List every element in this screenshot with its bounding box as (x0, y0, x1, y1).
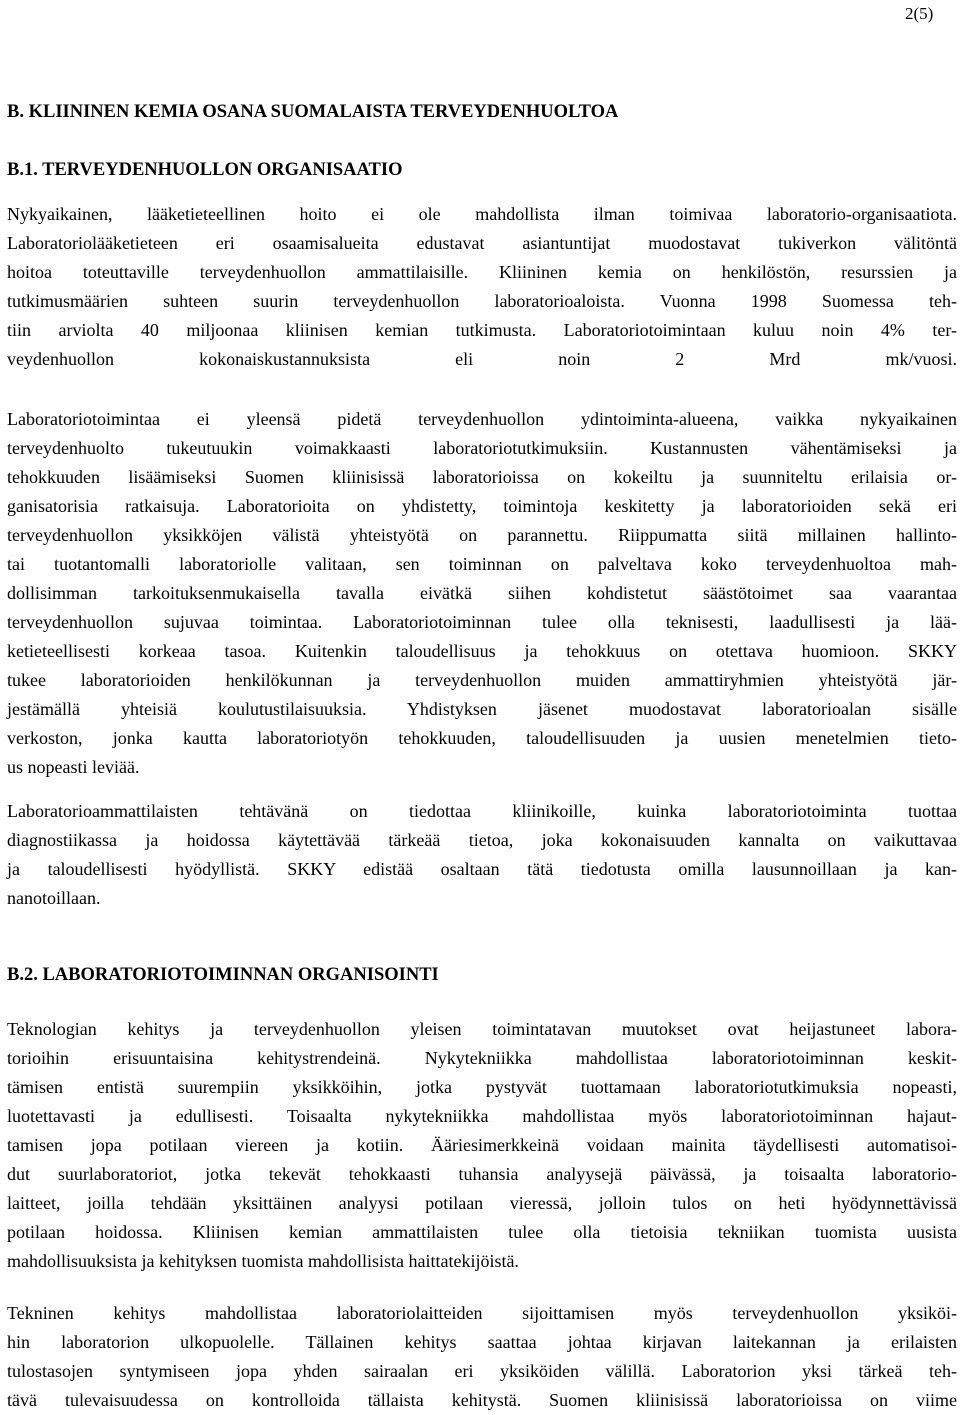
text-line: Tekninen kehitys mahdollistaa laboratoriolaitteiden sijoittamisen myös terveydenhuollon yksiköi- (7, 1303, 957, 1323)
text-line: Laboratorioammattilaisten tehtävänä on tiedottaa kliinikoille, kuinka laboratoriotoiminta tuottaa (7, 801, 957, 821)
text-line: ja taloudellisesti hyödyllistä. SKKY edistää osaltaan tätä tiedotusta omilla lausunnoillaan ja kan- (7, 859, 957, 879)
text-line: diagnostiikassa ja hoidossa käytettävää tärkeää tietoa, joka kokonaisuuden kannalta on vaikuttavaa (7, 830, 957, 850)
text-line: jestämällä yhteisiä koulutustilaisuuksia. Yhdistyksen jäsenet muodostavat laboratorioalan sisälle (7, 699, 957, 719)
text-line: tutkimusmäärien suhteen suurin terveydenhuollon laboratorioaloista. Vuonna 1998 Suomessa teh- (7, 291, 957, 311)
page-number: 2(5) (905, 4, 934, 23)
heading-section-b2: B.2. LABORATORIOTOIMINNAN ORGANISOINTI (7, 965, 439, 985)
text-line: tai tuotantomalli laboratoriolle valitaan, sen toiminnan on palveltava koko terveydenhuoltoa mah- (7, 554, 957, 574)
text-line: ketieteellisesti korkeaa tasoa. Kuitenkin taloudellisuus ja tehokkuus on otettava huomioon. SKKY (7, 641, 957, 661)
text-line: mahdollisuuksista ja kehityksen tuomista mahdollisista haittatekijöistä. (7, 1251, 519, 1271)
text-line: laitteet, joilla tehdään yksittäinen analyysi potilaan vieressä, jolloin tulos on heti hyödynnettävissä (7, 1193, 957, 1213)
text-line: terveydenhuolto tukeutuukin voimakkaasti laboratoriotutkimuksiin. Kustannusten vähentämiseksi ja (7, 438, 957, 458)
text-line: terveydenhuollon sujuvaa toimintaa. Laboratoriotoiminnan tulee olla teknisesti, laadullisesti ja lää- (7, 612, 957, 632)
paragraph-5 (7, 1299, 957, 1415)
heading-main: B. KLIININEN KEMIA OSANA SUOMALAISTA TERVEYDENHUOLTOA (7, 102, 619, 122)
text-line: Nykyaikainen, lääketieteellinen hoito ei ole mahdollista ilman toimivaa laboratorio-organisaatiota. (7, 204, 957, 224)
text-line: nanotoillaan. (7, 888, 101, 908)
text-line: potilaan hoidossa. Kliinisen kemian ammattilaisten tulee olla tietoisia tekniikan tuomista uusista (7, 1222, 957, 1242)
text-line: Laboratoriotoimintaa ei yleensä pidetä terveydenhuollon ydintoiminta-alueena, vaikka nykyaikainen (7, 409, 957, 429)
text-line: torioihin erisuuntaisina kehitystrendeinä. Nykytekniikka mahdollistaa laboratoriotoiminnan keskit- (7, 1048, 957, 1068)
text-line: luotettavasti ja edullisesti. Toisaalta nykytekniikka mahdollistaa myös laboratoriotoiminnan hajaut- (7, 1106, 957, 1126)
text-line: tämisen entistä suurempiin yksikköihin, jotka pystyvät tuottamaan laboratoriotutkimuksia nopeasti, (7, 1077, 957, 1097)
text-line: tukee laboratorioiden henkilökunnan ja terveydenhuollon muiden ammattiryhmien yhteistyötä jär- (7, 670, 957, 690)
text-line: us nopeasti leviää. (7, 757, 140, 777)
text-line: verkoston, jonka kautta laboratoriotyön tehokkuuden, taloudellisuuden ja uusien menetelmien tieto- (7, 728, 957, 748)
paragraph-1 (7, 200, 957, 374)
text-line: dut suurlaboratoriot, jotka tekevät tehokkaasti tuhansia analyysejä päivässä, ja toisaalta laboratorio- (7, 1164, 957, 1184)
text-line: hin laboratorion ulkopuolelle. Tällainen kehitys saattaa johtaa kirjavan laitekannan ja erilaisten (7, 1332, 957, 1352)
text-line: Teknologian kehitys ja terveydenhuollon yleisen toimintatavan muutokset ovat heijastuneet labora- (7, 1019, 957, 1039)
text-line: tamisen jopa potilaan viereen ja kotiin. Ääriesimerkkeinä voidaan mainita täydellisesti automatisoi- (7, 1135, 957, 1155)
text-line: terveydenhuollon yksikköjen välistä yhteistyötä on parannettu. Riippumatta siitä millainen hallinto- (7, 525, 957, 545)
paragraph-4 (7, 1015, 957, 1276)
text-line: dollisimman tarkoituksenmukaisella tavalla eivätkä siihen kohdistetut säästötoimet saa vaarantaa (7, 583, 957, 603)
text-line: tulostasojen syntymiseen jopa yhden sairaalan eri yksiköiden välillä. Laboratorion yksi tärkeä teh- (7, 1361, 957, 1381)
text-line: tiin arviolta 40 miljoonaa kliinisen kemian tutkimusta. Laboratoriotoimintaan kuluu noin 4% ter- (7, 320, 957, 340)
paragraph-3 (7, 797, 957, 913)
text-line: tehokkuuden lisäämiseksi Suomen kliinisissä laboratorioissa on kokeiltu ja suunniteltu erilaisia or- (7, 467, 957, 487)
text-line: veydenhuollon kokonaiskustannuksista eli noin 2 Mrd mk/vuosi. (7, 349, 957, 369)
text-line: Laboratoriolääketieteen eri osaamisalueita edustavat asiantuntijat muodostavat tukiverkon välitöntä (7, 233, 957, 253)
text-line: hoitoa toteuttaville terveydenhuollon ammattilaisille. Kliininen kemia on henkilöstön, resurssien ja (7, 262, 957, 282)
text-line: tävä tulevaisuudessa on kontrolloida tällaista kehitystä. Suomen kliinisissä laboratorioissa on viime (7, 1390, 957, 1410)
text-line: ganisatorisia ratkaisuja. Laboratorioita on yhdistetty, toimintoja keskitetty ja laboratorioiden sekä eri (7, 496, 957, 516)
paragraph-2 (7, 405, 957, 782)
heading-section-b1: B.1. TERVEYDENHUOLLON ORGANISAATIO (7, 160, 403, 180)
